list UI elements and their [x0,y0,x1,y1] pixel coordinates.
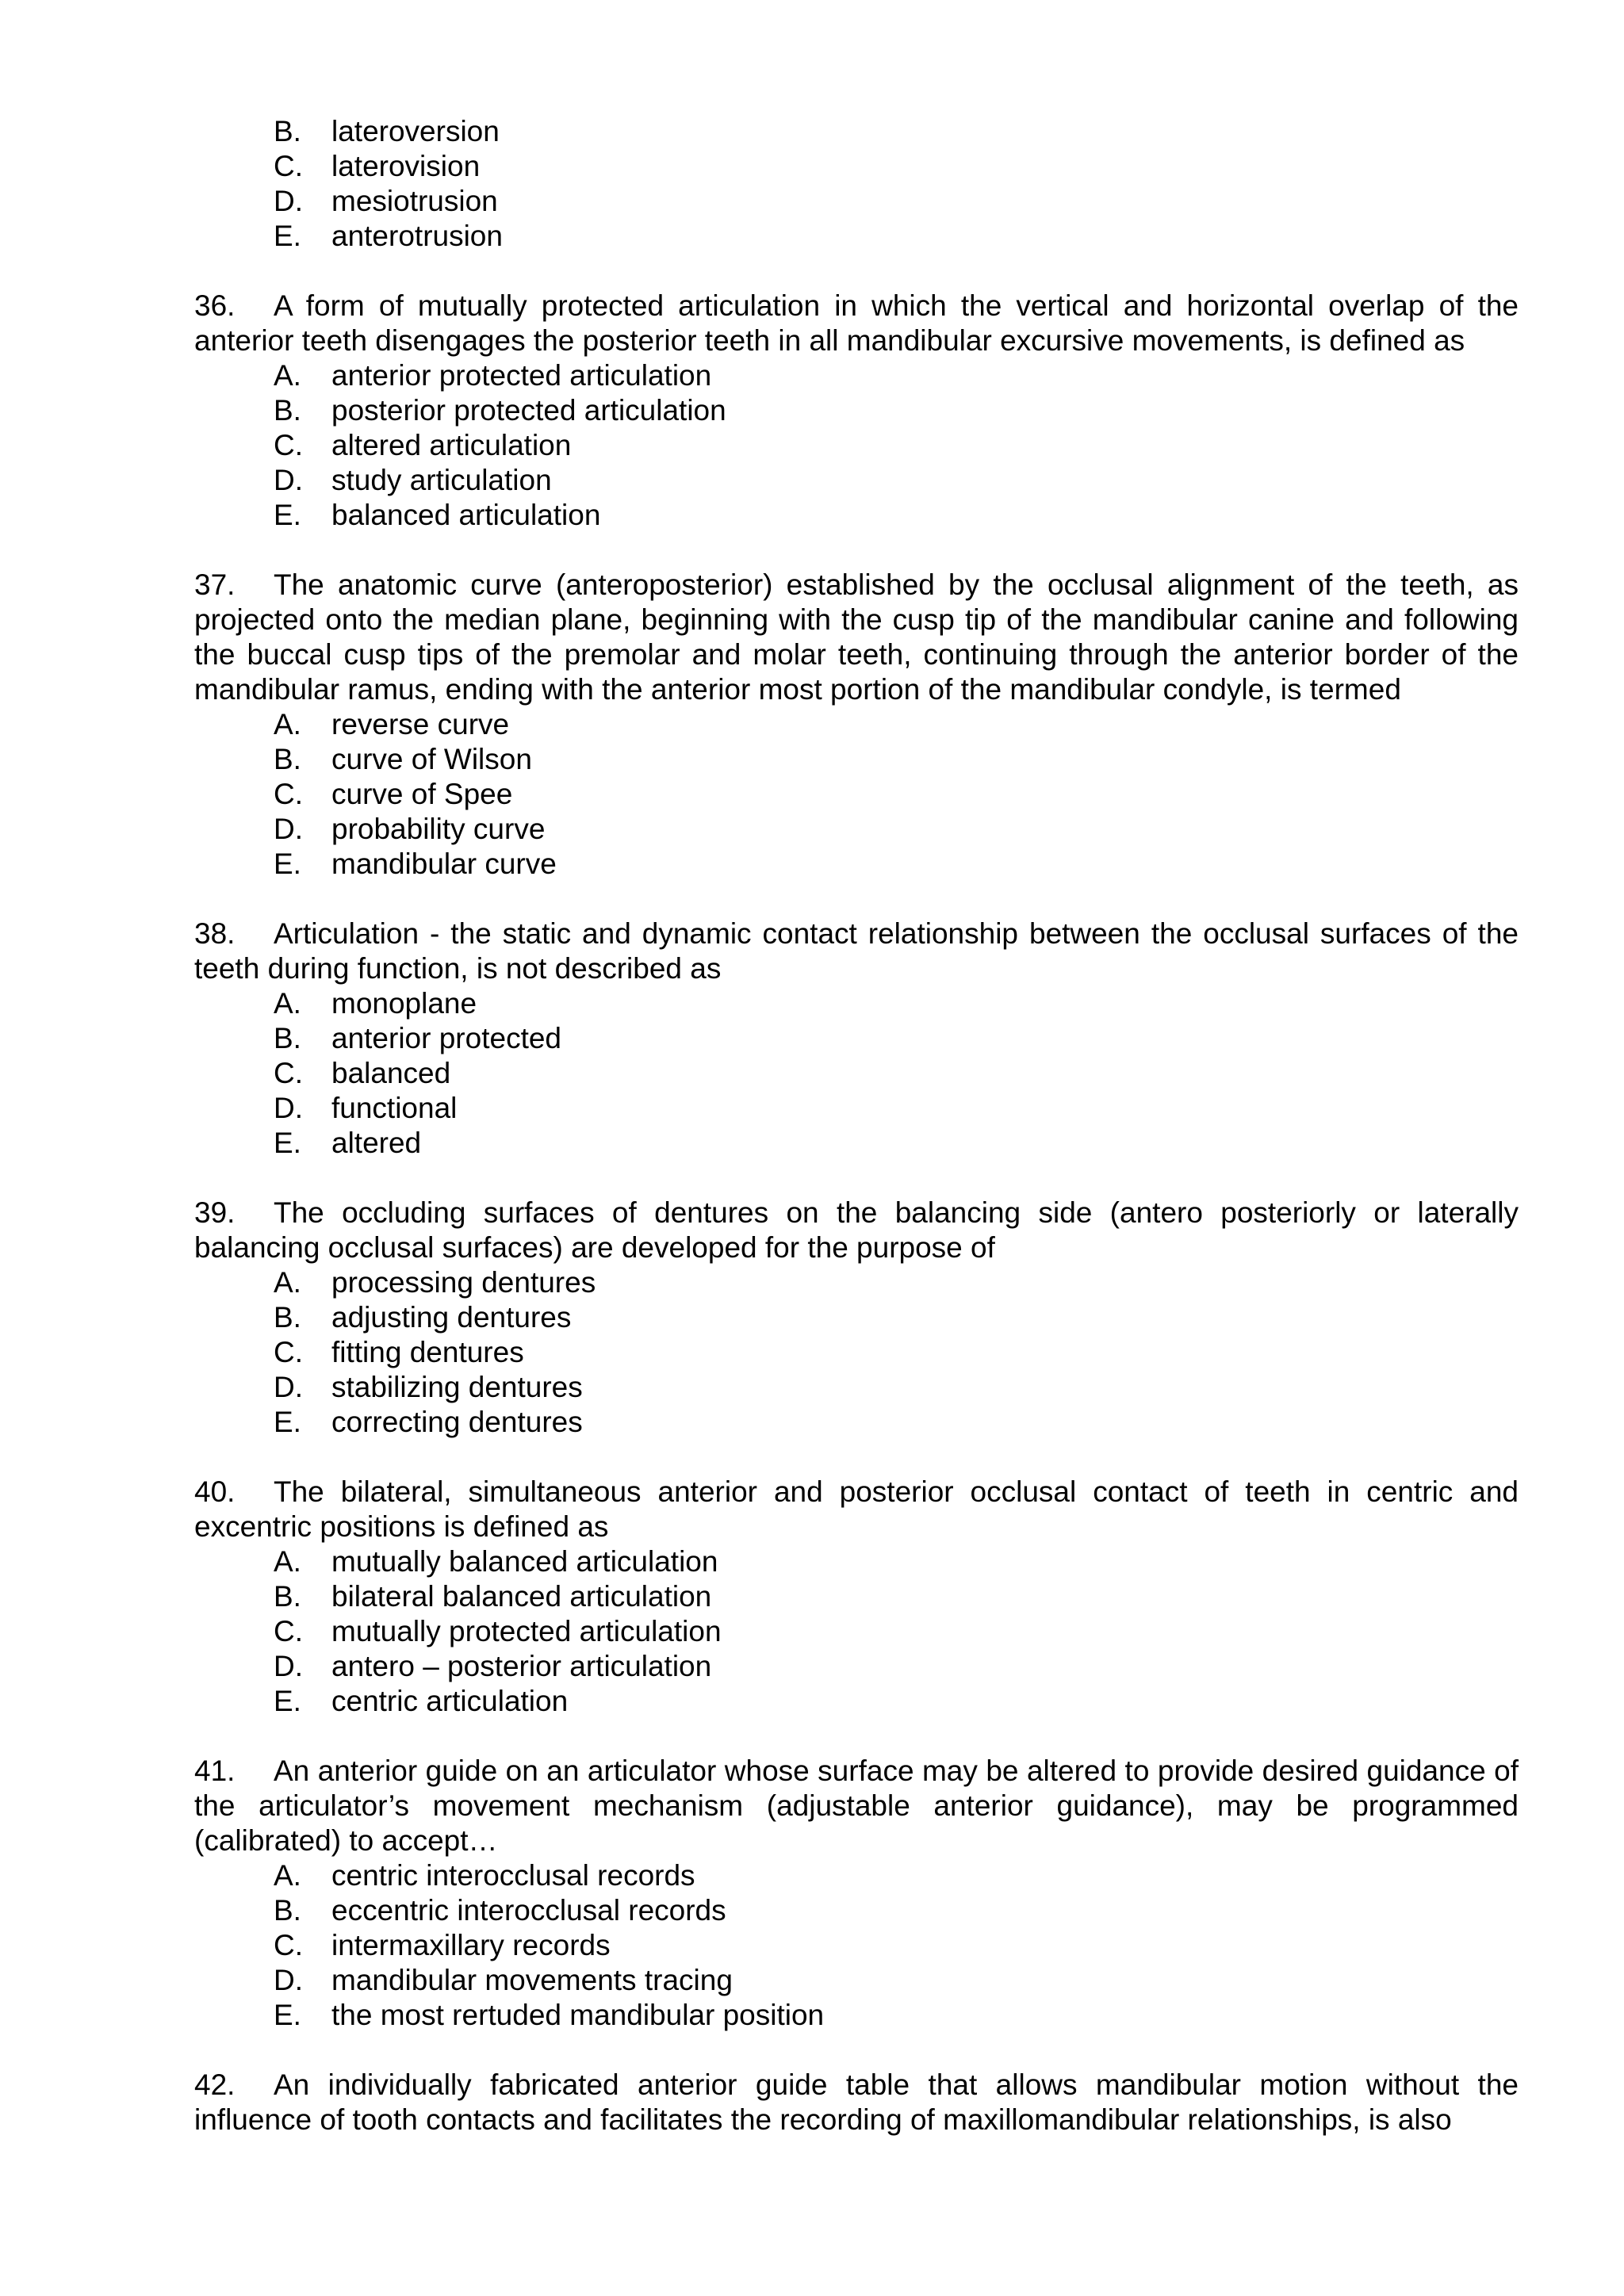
question-text: A form of mutually protected articulation in which the vertical and horizontal overlap of the anterior teeth disengages the posterior teeth in all mandibular excursive movements, is defined as [194,289,1519,357]
answer-option [194,428,1519,463]
answer-option [194,1963,1519,1998]
question-number: 37. [194,568,236,601]
question-41 [194,1754,1519,2033]
option-text: antero – posterior articulation [331,1650,712,1682]
option-text: mutually balanced articulation [331,1545,718,1578]
option-letter: C. [274,429,303,461]
option-text: altered [331,1127,422,1159]
answer-option [194,1335,1519,1370]
answer-option [194,1649,1519,1684]
answer-option [194,986,1519,1021]
question-stem [194,2068,1519,2137]
option-text: curve of Spee [331,778,513,810]
option-text: eccentric interocclusal records [331,1894,726,1927]
answer-option [194,1126,1519,1161]
question-42 [194,2068,1519,2137]
option-text: mandibular movements tracing [331,1964,733,1996]
option-text: intermaxillary records [331,1929,611,1961]
option-text: anterior protected articulation [331,359,712,392]
option-text: stabilizing dentures [331,1371,583,1403]
option-text: fitting dentures [331,1336,524,1368]
question-text: Articulation - the static and dynamic contact relationship between the occlusal surfaces of the teeth during function, is not described as [194,917,1519,985]
question-number: 40. [194,1475,236,1508]
option-letter: C. [274,1336,303,1368]
leading-options [194,114,1519,254]
question-stem [194,1196,1519,1265]
answer-option [194,707,1519,742]
option-letter: B. [274,1894,301,1927]
answer-option [194,1405,1519,1440]
answer-option [194,149,1519,184]
answer-option [194,1998,1519,2033]
answer-option [194,463,1519,498]
option-letter: B. [274,743,301,775]
answer-option [194,1370,1519,1405]
answer-option [194,1021,1519,1056]
answer-option [194,1893,1519,1928]
option-list [194,707,1519,882]
answer-option [194,219,1519,254]
answer-option [194,847,1519,882]
question-stem [194,289,1519,358]
option-letter: A. [274,1859,301,1892]
answer-option [194,1265,1519,1300]
answer-option [194,1056,1519,1091]
answer-option [194,358,1519,393]
answer-option [194,1544,1519,1579]
question-text: The anatomic curve (anteroposterior) established by the occlusal alignment of the teeth, as projected onto the median plane, beginning with the cusp tip of the mandibular canine and following the buccal cusp tips of the premolar and molar teeth, continuing through the anterior border of the mandibular ramus, ending with the anterior most portion of the mandibular condyle, is termed [194,568,1519,706]
question-text: An individually fabricated anterior guide table that allows mandibular motion without the influence of tooth contacts and facilitates the recording of maxillomandibular relationships, is also [194,2068,1519,2136]
option-text: mesiotrusion [331,185,498,217]
question-text: The bilateral, simultaneous anterior and posterior occlusal contact of teeth in centric and excentric positions is defined as [194,1475,1519,1543]
option-text: mandibular curve [331,848,557,880]
question-number: 41. [194,1755,236,1787]
option-letter: A. [274,987,301,1020]
option-list [194,1544,1519,1719]
option-letter: E. [274,1127,301,1159]
option-text: anterior protected [331,1022,562,1054]
option-letter: E. [274,1999,301,2031]
answer-option [194,1091,1519,1126]
question-number: 39. [194,1196,236,1229]
question-39 [194,1196,1519,1440]
question-40 [194,1475,1519,1719]
option-text: probability curve [331,813,546,845]
option-list [194,986,1519,1161]
answer-option [194,184,1519,219]
option-letter: E. [274,499,301,531]
option-text: centric interocclusal records [331,1859,695,1892]
option-letter: E. [274,1406,301,1438]
question-38 [194,916,1519,1161]
option-text: the most rertuded mandibular position [331,1999,825,2031]
answer-option [194,1928,1519,1963]
option-letter: D. [274,185,303,217]
option-letter: D. [274,1964,303,1996]
option-text: curve of Wilson [331,743,532,775]
option-text: bilateral balanced articulation [331,1580,712,1613]
question-stem [194,1475,1519,1544]
option-letter: B. [274,1022,301,1054]
option-letter: C. [274,150,303,182]
question-list [194,289,1519,2137]
option-text: processing dentures [331,1266,596,1299]
option-letter: B. [274,1580,301,1613]
option-letter: D. [274,464,303,496]
option-letter: B. [274,1301,301,1334]
question-37 [194,568,1519,882]
answer-option [194,1858,1519,1893]
answer-option [194,1614,1519,1649]
option-letter: D. [274,1371,303,1403]
option-letter: B. [274,115,301,147]
option-list [194,1265,1519,1440]
option-letter: A. [274,359,301,392]
option-text: adjusting dentures [331,1301,572,1334]
option-text: anterotrusion [331,220,503,252]
option-letter: C. [274,1615,303,1647]
option-letter: C. [274,1929,303,1961]
option-text: study articulation [331,464,552,496]
option-text: monoplane [331,987,477,1020]
question-stem [194,568,1519,707]
option-text: altered articulation [331,429,572,461]
option-letter: C. [274,1057,303,1089]
answer-option [194,1300,1519,1335]
question-number: 36. [194,289,236,322]
answer-option [194,742,1519,777]
answer-option [194,498,1519,533]
question-number: 42. [194,2068,236,2101]
option-letter: E. [274,220,301,252]
answer-option [194,777,1519,812]
option-text: functional [331,1092,458,1124]
question-text: An anterior guide on an articulator whose surface may be altered to provide desired guidance of the articulator’s movement mechanism (adjustable anterior guidance), may be programmed (calibrated) to accept… [194,1755,1519,1857]
option-letter: D. [274,1092,303,1124]
option-letter: B. [274,394,301,427]
question-text: The occluding surfaces of dentures on the balancing side (antero posteriorly or laterally balancing occlusal surfaces) are developed for the purpose of [194,1196,1519,1264]
option-text: laterovision [331,150,481,182]
option-letter: E. [274,1685,301,1717]
option-list [194,358,1519,533]
option-text: correcting dentures [331,1406,583,1438]
option-letter: D. [274,1650,303,1682]
option-letter: A. [274,1266,301,1299]
question-number: 38. [194,917,236,950]
option-letter: C. [274,778,303,810]
option-text: centric articulation [331,1685,569,1717]
option-text: posterior protected articulation [331,394,726,427]
answer-option [194,114,1519,149]
answer-option [194,812,1519,847]
option-letter: E. [274,848,301,880]
answer-option [194,1579,1519,1614]
option-text: balanced [331,1057,451,1089]
option-text: reverse curve [331,708,510,740]
question-stem [194,1754,1519,1858]
option-letter: A. [274,708,301,740]
question-36 [194,289,1519,533]
answer-option [194,1684,1519,1719]
option-text: mutually protected articulation [331,1615,722,1647]
option-list [194,1858,1519,2033]
option-text: balanced articulation [331,499,601,531]
option-letter: D. [274,813,303,845]
document-page [194,114,1519,2137]
question-stem [194,916,1519,986]
answer-option [194,393,1519,428]
option-text: lateroversion [331,115,500,147]
option-letter: A. [274,1545,301,1578]
